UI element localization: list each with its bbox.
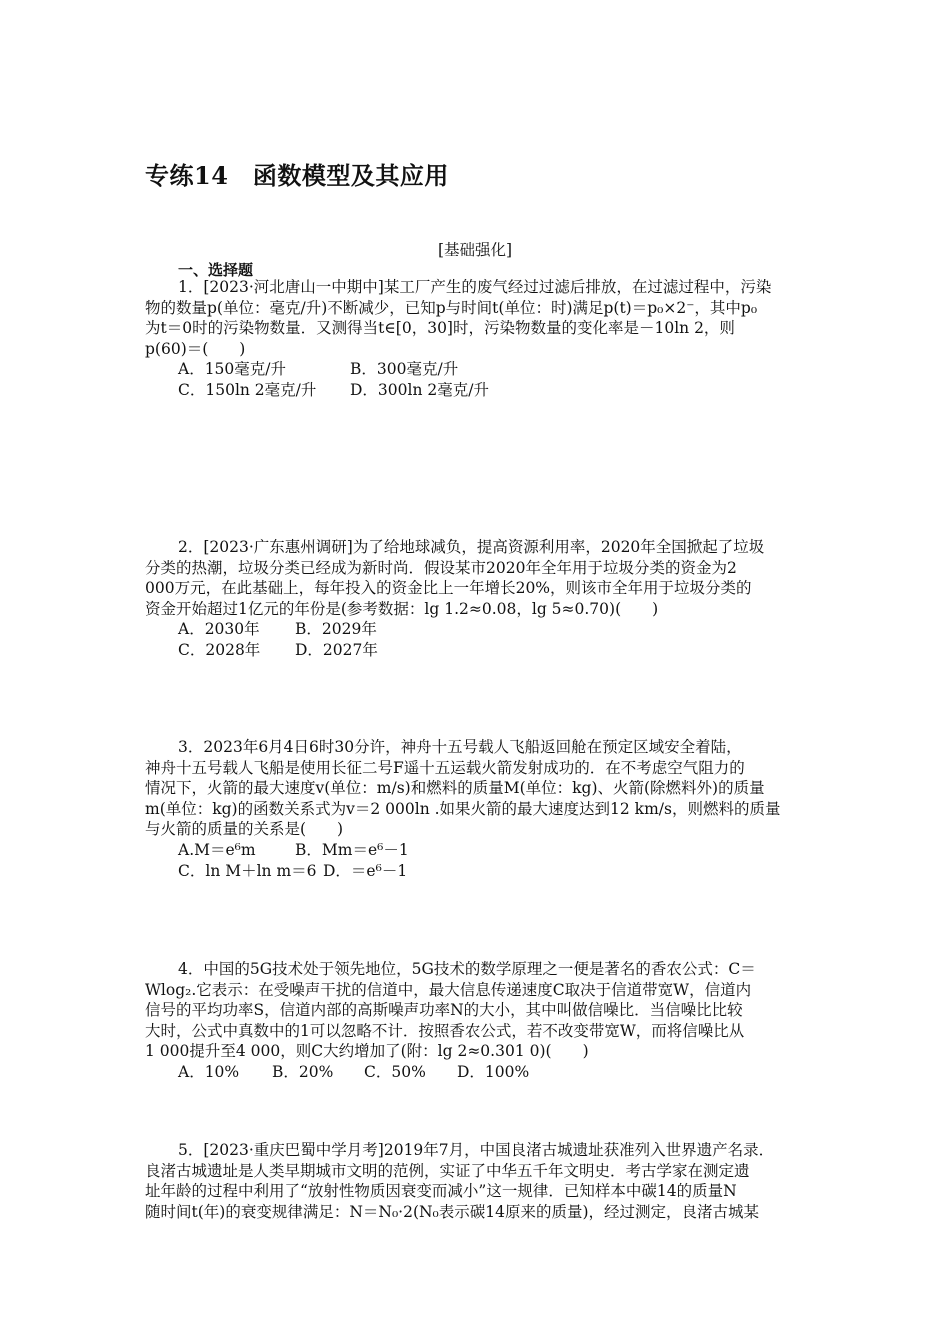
option-b: B．20%: [272, 1062, 334, 1081]
question-1-options-row-1: [145, 359, 807, 380]
option-c: C．ln M＋ln m＝6: [178, 861, 317, 880]
question-3-line-5: 与火箭的质量的关系是( ): [145, 820, 344, 839]
question-5-line-1: 5．[2023·重庆巴蜀中学月考]2019年7月，中国良渚古城遗址获准列入世界遗产名录．: [178, 1141, 775, 1159]
option-c: C．2028年: [178, 640, 261, 659]
question-4-line-1: 4．中国的5G技术处于领先地位，5G技术的数学原理之一便是著名的香农公式：C＝: [178, 960, 756, 978]
question-2-line-3: 000万元，在此基础上，每年投入的资金比上一年增长20%，则该市全年用于垃圾分类的: [145, 579, 752, 598]
question-4-line-2: Wlog₂.它表示：在受噪声干扰的信道中，最大信息传递速度C取决于信道带宽W，信道内: [145, 980, 752, 999]
question-3-line-3: 情况下，火箭的最大速度v(单位：m/s)和燃料的质量M(单位：kg)、火箭(除燃料外)的质量: [145, 779, 765, 798]
question-2-line-4: 资金开始超过1亿元的年份是(参考数据：lg 1.2≈0.08，lg 5≈0.70)( ): [145, 599, 659, 618]
question-2-line-1: 2．[2023·广东惠州调研]为了给地球减负，提高资源利用率，2020年全国掀起了垃圾: [178, 538, 765, 556]
question-1-line-3: 为t＝0时的污染物数量．又测得当t∈[0，30]时，污染物数量的变化率是－10ln 2，则: [145, 319, 735, 338]
option-d: D．100%: [457, 1062, 530, 1081]
question-5-line-3: 址年龄的过程中利用了“放射性物质因衰变而减小”这一规律．已知样本中碳14的质量N: [145, 1182, 737, 1201]
question-1-line-4: p(60)＝( ): [145, 339, 246, 358]
question-4-line-3: 信号的平均功率S，信道内部的高斯噪声功率N的大小，其中叫做信噪比．当信噪比比较: [145, 1001, 743, 1020]
question-4-line-5: 1 000提升至4 000，则C大约增加了(附：lg 2≈0.301 0)( ): [145, 1042, 589, 1061]
option-d: D．300ln 2毫克/升: [350, 380, 489, 399]
option-a: A．150毫克/升: [178, 360, 287, 379]
question-5: [145, 1140, 807, 1222]
question-1-line-2: 物的数量p(单位：毫克/升)不断减少，已知p与时间t(单位：时)满足p(t)＝p₀×2⁻，其中p₀: [145, 298, 758, 317]
option-d: D．2027年: [295, 640, 378, 659]
question-3-options-row-2: [145, 861, 807, 882]
option-a: A.M＝e⁶m: [178, 840, 256, 859]
question-1: [145, 277, 807, 401]
question-1-options-row-2: [145, 380, 807, 401]
option-a: A．2030年: [178, 620, 260, 639]
question-5-line-4: 随时间t(年)的衰变规律满足：N＝N₀·2(N₀表示碳14原来的质量)，经过测定，良渚古城某: [145, 1202, 760, 1221]
option-d: D．＝e⁶－1: [323, 861, 408, 880]
question-3-line-1: 3．2023年6月4日6时30分许，神舟十五号载人飞船返回舱在预定区域安全着陆，: [178, 738, 742, 756]
question-4-options-row: [145, 1062, 807, 1083]
page-title: 专练14 函数模型及其应用: [145, 161, 449, 190]
question-2-options-row-1: [145, 619, 807, 640]
option-b: B．Mm＝e⁶－1: [295, 840, 409, 859]
question-1-line-1: 1．[2023·河北唐山一中期中]某工厂产生的废气经过过滤后排放，在过滤过程中，污染: [178, 278, 772, 296]
section-label: [基础强化]: [437, 241, 513, 259]
question-2-line-2: 分类的热潮，垃圾分类已经成为新时尚．假设某市2020年全年用于垃圾分类的资金为2: [145, 558, 737, 577]
question-5-line-2: 良渚古城遗址是人类早期城市文明的范例，实证了中华五千年文明史．考古学家在测定遗: [145, 1161, 750, 1180]
question-4: [145, 959, 807, 1083]
option-a: A．10%: [178, 1062, 240, 1081]
question-3-line-4: m(单位：kg)的函数关系式为v＝2 000ln .如果火箭的最大速度达到12 km/s，则燃料的质量: [145, 799, 781, 818]
question-3-line-2: 神舟十五号载人飞船是使用长征二号F遥十五运载火箭发射成功的．在不考虑空气阻力的: [145, 758, 745, 777]
part-label: 一、选择题: [178, 261, 254, 279]
option-c: C．150ln 2毫克/升: [178, 380, 317, 399]
question-3-options-row-1: [145, 840, 807, 861]
option-b: B．2029年: [295, 620, 377, 639]
question-3: [145, 737, 807, 881]
question-2-options-row-2: [145, 640, 807, 661]
option-c: C．50%: [364, 1062, 426, 1081]
question-4-line-4: 大时，公式中真数中的1可以忽略不计．按照香农公式，若不改变带宽W，而将信噪比从: [145, 1021, 745, 1040]
question-2: [145, 537, 807, 661]
option-b: B．300毫克/升: [350, 360, 459, 379]
